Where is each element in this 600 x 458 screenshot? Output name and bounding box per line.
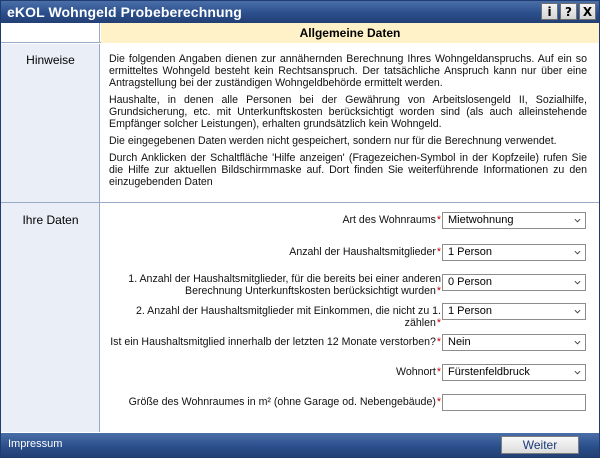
hinweise-text (109, 53, 587, 193)
chevron-down-icon (574, 339, 581, 346)
hinweise-label: Hinweise (26, 53, 75, 67)
field-label: Anzahl der Haushaltsmitglieder* (289, 246, 441, 258)
info-button[interactable]: i (541, 3, 558, 20)
title-bar-buttons (541, 3, 596, 20)
help-button[interactable]: ? (560, 3, 577, 20)
section-divider (1, 202, 599, 203)
required-marker: * (436, 285, 441, 297)
wohnort-select[interactable]: Fürstenfeldbruck (442, 364, 586, 381)
field-label: 2. Anzahl der Haushaltsmitglieder mit Einkommen, die nicht zu 1. zählen* (135, 305, 441, 329)
close-button[interactable]: X (579, 3, 596, 20)
weiter-button[interactable]: Weiter (501, 436, 579, 454)
left-column (1, 44, 100, 432)
field-label: 1. Anzahl der Haushaltsmitglieder, für die bereits bei einer anderen Berechnung Unterkunftskosten berücksichtigt wurden* (128, 273, 441, 297)
wohnflaeche-input[interactable] (442, 394, 586, 411)
impressum-link[interactable]: Impressum (8, 438, 63, 450)
required-marker: * (436, 366, 441, 378)
field-label: Art des Wohnraums* (342, 214, 441, 226)
required-marker: * (436, 317, 441, 329)
chevron-down-icon (574, 249, 581, 256)
window-title: eKOL Wohngeld Probeberechnung (7, 4, 242, 20)
ihre-daten-label: Ihre Daten (22, 213, 79, 227)
footer-bar (1, 433, 599, 457)
required-marker: * (436, 396, 441, 408)
field-label: Ist ein Haushaltsmitglied innerhalb der letzten 12 Monate verstorben?* (110, 336, 441, 348)
required-marker: * (436, 214, 441, 226)
title-bar (1, 1, 599, 23)
bereits-beruecksichtigt-select[interactable]: 0 Person (442, 274, 586, 291)
required-marker: * (436, 336, 441, 348)
field-label: Größe des Wohnraumes in m² (ohne Garage od. Nebengebäude)* (128, 396, 441, 408)
page-title: Allgemeine Daten (101, 23, 599, 43)
verstorben-select[interactable]: Nein (442, 334, 586, 351)
hinweise-paragraph: Die folgenden Angaben dienen zur annähernden Berechnung Ihres Wohngeldanspruchs. Auf ein so ermitteltes Wohngeld besteht kein Rechtsanspruch. Der tatsächliche Anspruch kann nur über eine Antragstellung bei der zuständigen Wohngeldbehörde ermittelt werden. (109, 53, 587, 89)
hinweise-paragraph: Durch Anklicken der Schaltfläche 'Hilfe anzeigen' (Fragezeichen-Symbol in der Kopfzeile) rufen Sie die Hilfe zur aktuellen Bildschirmmaske auf. Dort finden Sie weiterführende Informationen zu den einzugebenden Daten (109, 152, 587, 188)
hinweise-paragraph: Die eingegebenen Daten werden nicht gespeichert, sondern nur für die Berechnung verwendet. (109, 135, 557, 147)
header-left-cell (1, 23, 100, 43)
hinweise-paragraph: Haushalte, in denen alle Personen bei der Gewährung von Arbeitslosengeld II, Sozialhilfe, Grundsicherung, etc. mit Unterkunftskosten berücksichtigt worden sind (als auch alleinstehende Empfänger solcher Leistungen), erhalten grundsätzlich kein Wohngeld. (109, 94, 587, 130)
header-row (1, 23, 599, 43)
required-marker: * (436, 246, 441, 258)
chevron-down-icon (574, 279, 581, 286)
field-label: Wohnort* (396, 366, 441, 378)
haushaltsmitglieder-select[interactable]: 1 Person (442, 244, 586, 261)
chevron-down-icon (574, 308, 581, 315)
chevron-down-icon (574, 369, 581, 376)
wohnraum-art-select[interactable]: Mietwohnung (442, 212, 586, 229)
mit-einkommen-select[interactable]: 1 Person (442, 303, 586, 320)
chevron-down-icon (574, 217, 581, 224)
